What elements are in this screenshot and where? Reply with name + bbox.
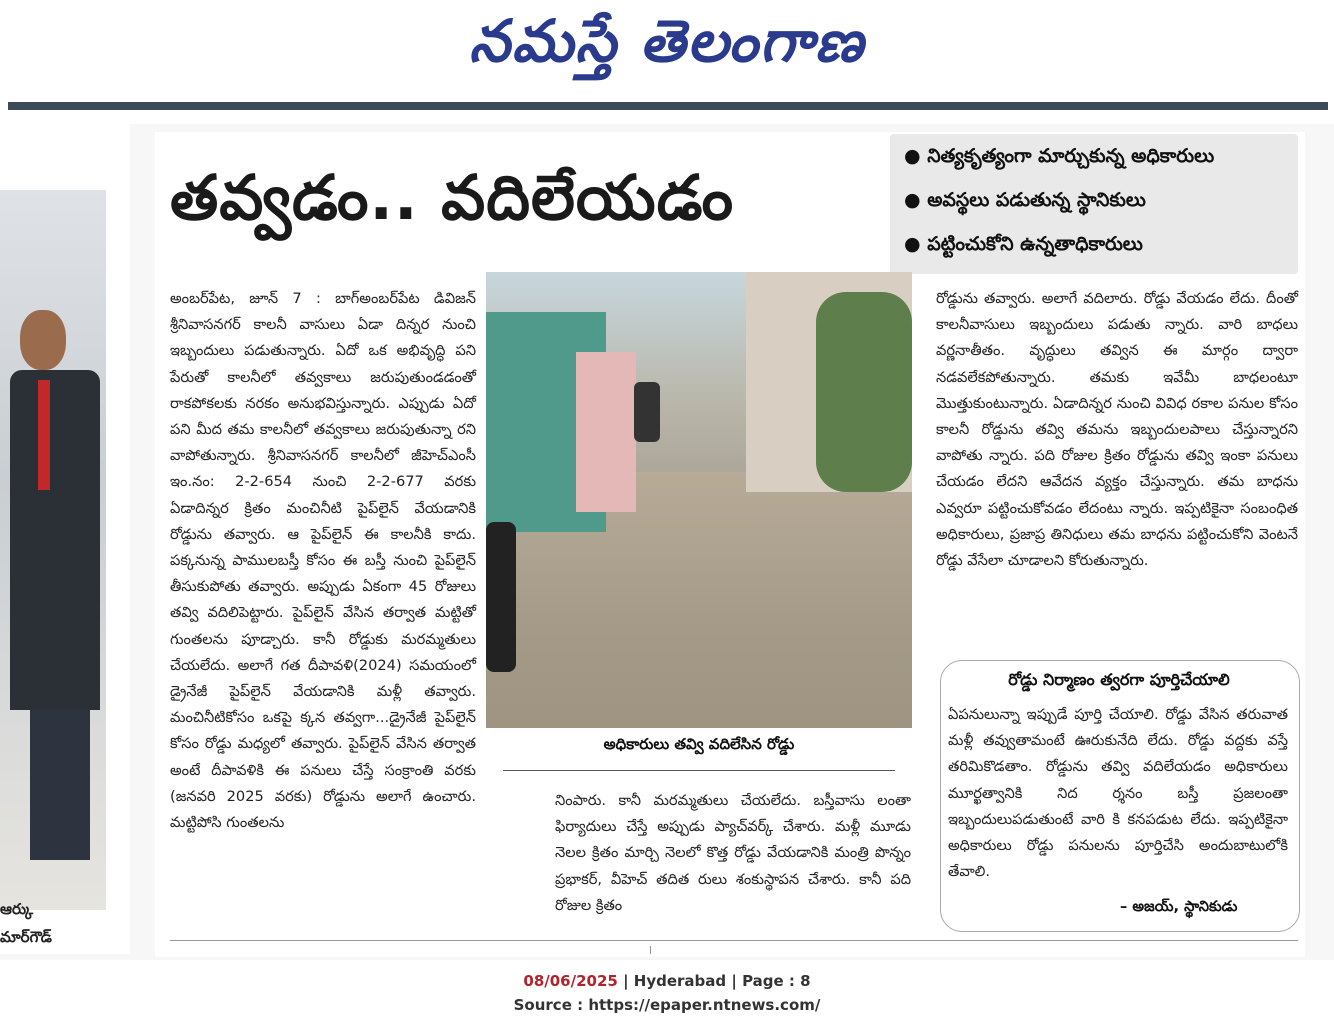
column-text: అంబర్‌పేట, జూన్ 7 : బాగ్‌అంబర్‌పేట డివిజన్ శ్రీనివాసనగర్ కాలనీ వాసులు ఏడా దిన్నర నుంచి ఇబ్బందులు పడుతున్నారు. ఏదో ఒక అభివృద్ధి పని పేరుతో కాలనీలో తవ్వకాలు జరుపుతుండడంతో రాకపోకలకు నరకం అనుభవిస్తున్నారు. ఎప్పుడు ఏదో పని మీద తమ కాలనీలో తవ్వకాలు జరుపుతున్నా రని వాపోతున్నారు. శ్రీనివాసనగర్ కాలనీలో జీహెచ్‌ఎంసీ ఇం.నం: 2-2-654 నుంచి 2-2-677 వరకు ఏడాదిన్నర క్రితం మంచినీటి పైప్‌లైన్ వేయడానికి రోడ్డును తవ్వారు. ఆ పైప్‌లైన్ ఈ కాలనీకి కాదు. పక్కనున్న పాములబస్తీ కోసం ఈ బస్తీ నుంచి పైప్‌లైన్ తీసుకుపోతు తవ్వారు. అప్పుడు ఏకంగా 45 రోజులు తవ్వి వదిలిపెట్టారు. పైప్‌లైన్ వేసిన తర్వాత మట్టితో గుంతలను పూడ్చారు. కానీ రోడ్డుకు మరమ్మతులు చేయలేదు. అలాగే గత దీపావళి(2024) సమయంలో డ్రైనేజీ పైప్‌లైన్ వేయడానికి మళ్లీ తవ్వారు. మంచినీటికోసం ఒకపై క్కన తవ్వగా...డ్రైనేజీ పైప్‌లైన్ కోసం రోడ్డు మధ్యలో తవ్వారు. పైప్‌లైన్ వేసిన తర్వాత అంటే దీపావళికి ఈ పనులు చేస్తే సంక్రాంతి వరకు (జనవరి 2025 వరకు) రోడ్డును అలాగే ఉంచారు. మట్టిపోసి గుంతలను (170, 290, 476, 832)
masthead (0, 0, 1334, 100)
quote-box-text: ఏపనులున్నా ఇప్పుడే పూర్తి చేయాలి. రోడ్డు వేసిన తరువాత మళ్లీ తవ్వుతామంటే ఊరుకునేది లేదు. రోడ్డు వద్దకు వస్తే తరిమికొడతాం. రోడ్డును తవ్వి వదిలేయడం అధికారులు మూర్ఖత్వానికి నిద ర్శనం బస్తీ ప్రజలంతా ఇబ్బందులుపడుతుంటే వారి కి కనపడుట లేదు. ఇప్పటికైనా అధికారులు రోడ్డు పనులను పూర్తిచేసి అందుబాటులోకి తేవాలి. (948, 706, 1288, 881)
footer-source-link[interactable]: https://epaper.ntnews.com/ (588, 996, 821, 1014)
adjacent-photo (0, 190, 106, 910)
footer-separator: | (617, 972, 634, 990)
bullet-item: ● పట్టించుకోని ఉన్నతాధికారులు (904, 233, 1143, 255)
person-figure (10, 310, 100, 870)
footer-city: Hyderabad (633, 972, 727, 990)
divider-tick (650, 946, 651, 954)
footer-separator: | (726, 972, 743, 990)
caption-divider (503, 770, 895, 771)
masthead-rule (8, 102, 1328, 110)
bottom-divider (170, 940, 1298, 941)
footer-source-label: Source : (513, 996, 589, 1014)
article-headline: తవ్వడం.. వదిలేయడం (170, 161, 735, 234)
quote-box-title: రోడ్డు నిర్మాణం త్వరగా పూర్తిచేయాలి (1008, 670, 1230, 689)
article-column-2 (555, 788, 911, 919)
newspaper-logo: నమస్తే తెలంగాణ (469, 7, 865, 75)
adjacent-article-strip (0, 124, 130, 954)
footer-meta (0, 972, 1334, 990)
highlight-bullets (890, 134, 1298, 274)
article-column-1 (170, 286, 476, 836)
footer-page: Page : 8 (742, 972, 811, 990)
quote-box-signature: – అజయ్, స్థానికుడు (1120, 898, 1238, 915)
bullet-item: ● నిత్యకృత్యంగా మార్చుకున్న అధికారులు (904, 145, 1215, 167)
article-column-3 (936, 286, 1298, 574)
column-text: నింపారు. కానీ మరమ్మతులు చేయలేదు. బస్తీవాసు లంతా ఫిర్యాదులు చేస్తే అప్పుడు ప్యాచ్‌వర్క్ చేశారు. మళ్లీ మూడు నెలల క్రితం మార్చి నెలలో కొత్త రోడ్డు వేయడానికి మంత్రి పొన్నం ప్రభాకర్, వీహెచ్ తదిత రులు శంకుస్థాపన చేశారు. కానీ పది రోజుల క్రితం (555, 792, 911, 914)
adjacent-caption-line2: మార్‌గౌడ్ (0, 928, 52, 946)
road-photo (486, 272, 912, 728)
footer-source (0, 996, 1334, 1014)
adjacent-caption-line1: ఆర్కు (0, 900, 34, 918)
bullet-item: ● అవస్థలు పడుతున్న స్థానికులు (904, 189, 1146, 211)
photo-caption: అధికారులు తవ్వి వదిలేసిన రోడ్డు (603, 735, 795, 753)
column-text: రోడ్డును తవ్వారు. అలాగే వదిలారు. రోడ్డు వేయడం లేదు. దీంతో కాలనీవాసులు ఇబ్బందులు పడుతు న్నారు. వారి బాధలు వర్ణనాతీతం. వృద్ధులు తవ్విన ఈ మార్గం ద్వారా నడవలేకపోతున్నారు. తమకు ఇవేమీ బాధలంటూ మొత్తుకుంటున్నారు. ఏడాదిన్నర నుంచి వివిధ రకాల పనుల కోసం కాలనీ రోడ్డును తవ్వి తమను ఇబ్బందులపాలు చేస్తున్నారని వాపోతు న్నారు. పది రోజుల క్రితం రోడ్డును తవ్వి ఇంకా పనులు చేయడం లేదని ఆవేదన వ్యక్తం చేస్తున్నారు. తమ బాధను ఎవ్వరూ పట్టించుకోవడం లేదంటు న్నారు. ఇప్పటికైనా సంబంధిత అధికారులు, ప్రజాప్ర తినిధులు తమ బాధను పట్టించుకోని వెంటనే రోడ్డు వేసేలా చూడాలని కోరుతున్నారు. (936, 290, 1298, 570)
footer-date: 08/06/2025 (523, 972, 618, 990)
